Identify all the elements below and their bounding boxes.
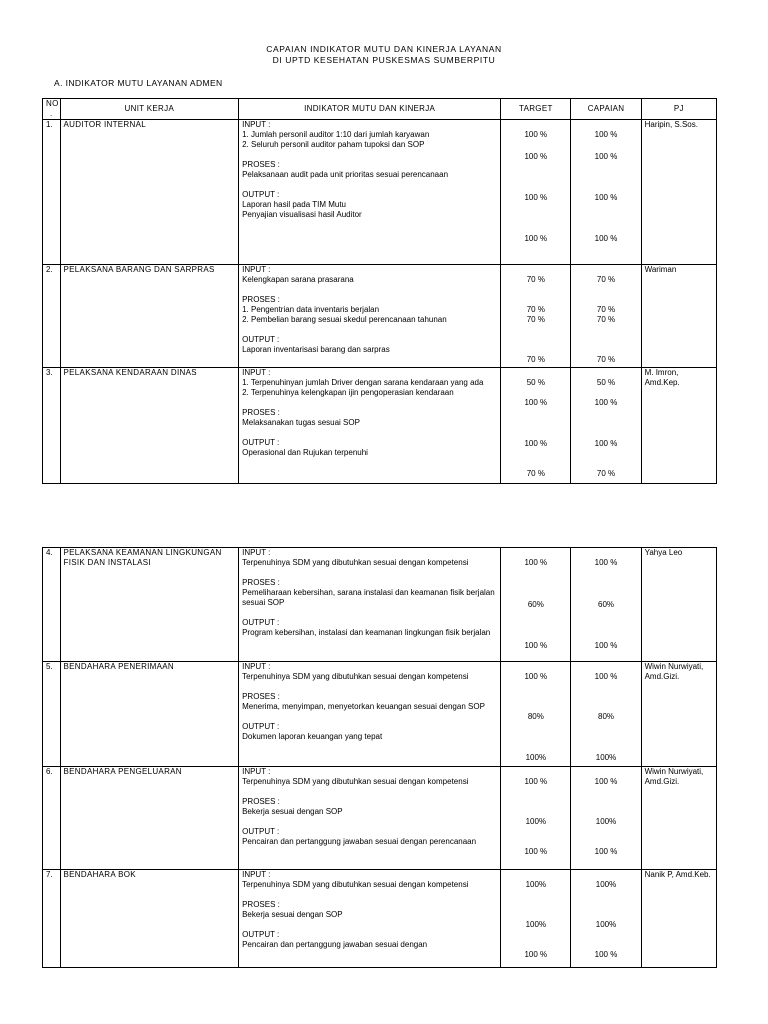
row-no: 3. <box>43 368 61 484</box>
row-unit: PELAKSANA KENDARAAN DINAS <box>60 368 239 484</box>
table-row <box>43 870 717 968</box>
indicator-table-part-1 <box>42 98 717 484</box>
row-unit: BENDAHARA BOK <box>60 870 239 968</box>
output-achievement: 100% <box>595 753 617 762</box>
process-target: 100 % <box>524 439 548 448</box>
output-text: Pencairan dan pertanggung jawaban sesuai dengan perencanaan <box>242 837 477 846</box>
input-text: Terpenuhinya SDM yang dibutuhkan sesuai dengan kompetensi <box>242 558 469 567</box>
row-no: 6. <box>43 767 61 870</box>
output-achievement: 100 % <box>594 950 618 959</box>
input-achievement: 50 % <box>596 378 616 387</box>
input-achievement: 100 % <box>594 152 618 161</box>
row-pj: Nanik P, Amd.Keb. <box>641 870 716 968</box>
row-unit: PELAKSANA BARANG DAN SARPRAS <box>60 265 239 368</box>
input-achievement: 100 % <box>594 130 618 139</box>
process-label: PROSES : <box>242 160 280 169</box>
output-target: 100 % <box>524 641 548 650</box>
output-text: Operasional dan Rujukan terpenuhi <box>242 448 368 457</box>
row-achievement <box>571 662 641 767</box>
output-achievement: 70 % <box>596 355 616 364</box>
input-item: 1. Terpenuhinyan jumlah Driver dengan sarana kendaraan yang ada <box>242 378 484 387</box>
row-pj: Haripin, S.Sos. <box>641 120 716 265</box>
process-target: 60% <box>527 600 544 609</box>
input-target: 70 % <box>526 275 545 284</box>
input-label: INPUT : <box>242 368 271 377</box>
input-target: 100 % <box>524 672 548 681</box>
process-target: 100% <box>525 920 547 929</box>
input-text: Terpenuhinya SDM yang dibutuhkan sesuai dengan kompetensi <box>242 672 469 681</box>
input-label: INPUT : <box>242 767 271 776</box>
input-target: 100 % <box>524 777 548 786</box>
input-achievement: 100 % <box>594 672 618 681</box>
row-indicator <box>239 662 501 767</box>
process-text: Pemeliharaan kebersihan, sarana instalasi dan keamanan fisik berjalan sesuai SOP <box>242 588 495 607</box>
input-target: 100% <box>525 880 547 889</box>
row-target <box>501 265 571 368</box>
row-target <box>501 368 571 484</box>
input-achievement: 100 % <box>594 777 618 786</box>
header-achievement: CAPAIAN <box>571 99 641 120</box>
output-target: 100 % <box>524 950 548 959</box>
row-indicator <box>239 265 501 368</box>
output-target: 100 % <box>524 847 548 856</box>
input-target: 100 % <box>524 152 548 161</box>
process-text: Melaksanakan tugas sesuai SOP <box>242 418 360 427</box>
input-item: 1. Jumlah personil auditor 1:10 dari jumlah karyawan <box>242 130 430 139</box>
output-line: Laporan hasil pada TIM Mutu <box>242 200 347 209</box>
process-target: 70 % <box>526 315 545 324</box>
row-achievement <box>571 368 641 484</box>
output-text: Dokumen laporan keuangan yang tepat <box>242 732 383 741</box>
output-achievement: 100 % <box>594 641 618 650</box>
process-label: PROSES : <box>242 295 280 304</box>
input-label: INPUT : <box>242 120 271 129</box>
row-achievement <box>571 870 641 968</box>
process-achievement: 100% <box>595 920 617 929</box>
output-target: 70 % <box>526 469 545 478</box>
process-achievement: 100% <box>595 817 617 826</box>
row-unit: PELAKSANA KEAMANAN LINGKUNGAN FISIK DAN INSTALASI <box>60 548 239 662</box>
table-row <box>43 368 717 484</box>
row-achievement <box>571 767 641 870</box>
document-title-line-1: CAPAIAN INDIKATOR MUTU DAN KINERJA LAYANAN <box>266 44 502 54</box>
row-achievement <box>571 548 641 662</box>
process-label: PROSES : <box>242 578 280 587</box>
row-target <box>501 870 571 968</box>
input-target: 100 % <box>524 130 548 139</box>
process-label: PROSES : <box>242 797 280 806</box>
row-pj: Wiwin Nurwiyati, Amd.Gizi. <box>641 662 716 767</box>
input-label: INPUT : <box>242 548 271 557</box>
row-indicator <box>239 870 501 968</box>
process-target: 100 % <box>524 193 548 202</box>
output-label: OUTPUT : <box>242 618 280 627</box>
row-unit: BENDAHARA PENERIMAAN <box>60 662 239 767</box>
output-label: OUTPUT : <box>242 335 280 344</box>
row-target <box>501 662 571 767</box>
header-target: TARGET <box>501 99 571 120</box>
row-pj: Wariman <box>641 265 716 368</box>
table-row <box>43 662 717 767</box>
table-header-row <box>43 99 717 120</box>
output-text: Pencairan dan pertanggung jawaban sesuai dengan <box>242 940 428 949</box>
output-label: OUTPUT : <box>242 438 280 447</box>
input-achievement: 100 % <box>594 398 618 407</box>
header-pj: PJ <box>641 99 716 120</box>
input-text: Terpenuhinya SDM yang dibutuhkan sesuai dengan kompetensi <box>242 777 469 786</box>
input-item: 2. Seluruh personil auditor paham tupoksi dan SOP <box>242 140 425 149</box>
row-no: 4. <box>43 548 61 662</box>
row-indicator <box>239 120 501 265</box>
process-target: 80% <box>527 712 544 721</box>
input-achievement: 100 % <box>594 558 618 567</box>
input-label: INPUT : <box>242 870 271 879</box>
input-label: INPUT : <box>242 265 271 274</box>
row-indicator <box>239 368 501 484</box>
row-no: 2. <box>43 265 61 368</box>
output-text: Laporan inventarisasi barang dan sarpras <box>242 345 390 354</box>
row-indicator <box>239 767 501 870</box>
output-label: OUTPUT : <box>242 722 280 731</box>
process-target: 100% <box>525 817 547 826</box>
row-no: 1. <box>43 120 61 265</box>
input-label: INPUT : <box>242 662 271 671</box>
process-item: 1. Pengentrian data inventaris berjalan <box>242 305 380 314</box>
process-label: PROSES : <box>242 692 280 701</box>
process-label: PROSES : <box>242 408 280 417</box>
output-label: OUTPUT : <box>242 827 280 836</box>
input-text: Kelengkapan sarana prasarana <box>242 275 354 284</box>
header-no: NO . <box>43 99 61 120</box>
table-row <box>43 120 717 265</box>
row-pj: Yahya Leo <box>641 548 716 662</box>
indicator-table-part-2 <box>42 547 717 968</box>
output-text: Program kebersihan, instalasi dan keamanan lingkungan fisik berjalan <box>242 628 491 637</box>
process-achievement: 70 % <box>596 305 616 314</box>
output-achievement: 100 % <box>594 234 618 243</box>
process-achievement: 80% <box>598 712 615 721</box>
process-text: Pelaksanaan audit pada unit prioritas sesuai perencanaan <box>242 170 449 179</box>
document-title-line-2: DI UPTD KESEHATAN PUSKESMAS SUMBERPITU <box>272 55 496 65</box>
output-label: OUTPUT : <box>242 930 280 939</box>
row-achievement <box>571 265 641 368</box>
row-pj: Wiwin Nurwiyati, Amd.Gizi. <box>641 767 716 870</box>
table-row <box>43 265 717 368</box>
input-item: 2. Terpenuhinya kelengkapan ijin pengoperasian kendaraan <box>242 388 454 397</box>
output-target: 100 % <box>524 234 548 243</box>
output-target: 70 % <box>526 355 545 364</box>
header-indicator: INDIKATOR MUTU DAN KINERJA <box>239 99 501 120</box>
section-heading: A. INDIKATOR MUTU LAYANAN ADMEN <box>54 78 223 88</box>
row-pj: M. Imron, Amd.Kep. <box>641 368 716 484</box>
process-text: Bekerja sesuai dengan SOP <box>242 807 343 816</box>
output-target: 100% <box>525 753 547 762</box>
output-line: Penyajian visualisasi hasil Auditor <box>242 210 362 219</box>
input-text: Terpenuhinya SDM yang dibutuhkan sesuai dengan kompetensi <box>242 880 469 889</box>
table-row <box>43 767 717 870</box>
input-target: 100 % <box>524 558 548 567</box>
process-achievement: 100 % <box>594 193 618 202</box>
process-item: 2. Pembelian barang sesuai skedul perencanaan tahunan <box>242 315 447 324</box>
process-target: 70 % <box>526 305 545 314</box>
row-indicator <box>239 548 501 662</box>
table-row <box>43 548 717 662</box>
row-no: 7. <box>43 870 61 968</box>
row-achievement <box>571 120 641 265</box>
row-unit: BENDAHARA PENGELUARAN <box>60 767 239 870</box>
process-text: Menerima, menyimpan, menyetorkan keuangan sesuai dengan SOP <box>242 702 485 711</box>
row-target <box>501 767 571 870</box>
input-target: 50 % <box>526 378 545 387</box>
input-target: 100 % <box>524 398 548 407</box>
output-achievement: 100 % <box>594 847 618 856</box>
process-achievement: 60% <box>598 600 615 609</box>
header-unit: UNIT KERJA <box>60 99 239 120</box>
output-achievement: 70 % <box>596 469 616 478</box>
row-target <box>501 120 571 265</box>
process-text: Bekerja sesuai dengan SOP <box>242 910 343 919</box>
row-unit: AUDITOR INTERNAL <box>60 120 239 265</box>
process-achievement: 70 % <box>596 315 616 324</box>
process-achievement: 100 % <box>594 439 618 448</box>
row-target <box>501 548 571 662</box>
input-achievement: 70 % <box>596 275 616 284</box>
input-achievement: 100% <box>595 880 617 889</box>
row-no: 5. <box>43 662 61 767</box>
output-label: OUTPUT : <box>242 190 280 199</box>
process-label: PROSES : <box>242 900 280 909</box>
